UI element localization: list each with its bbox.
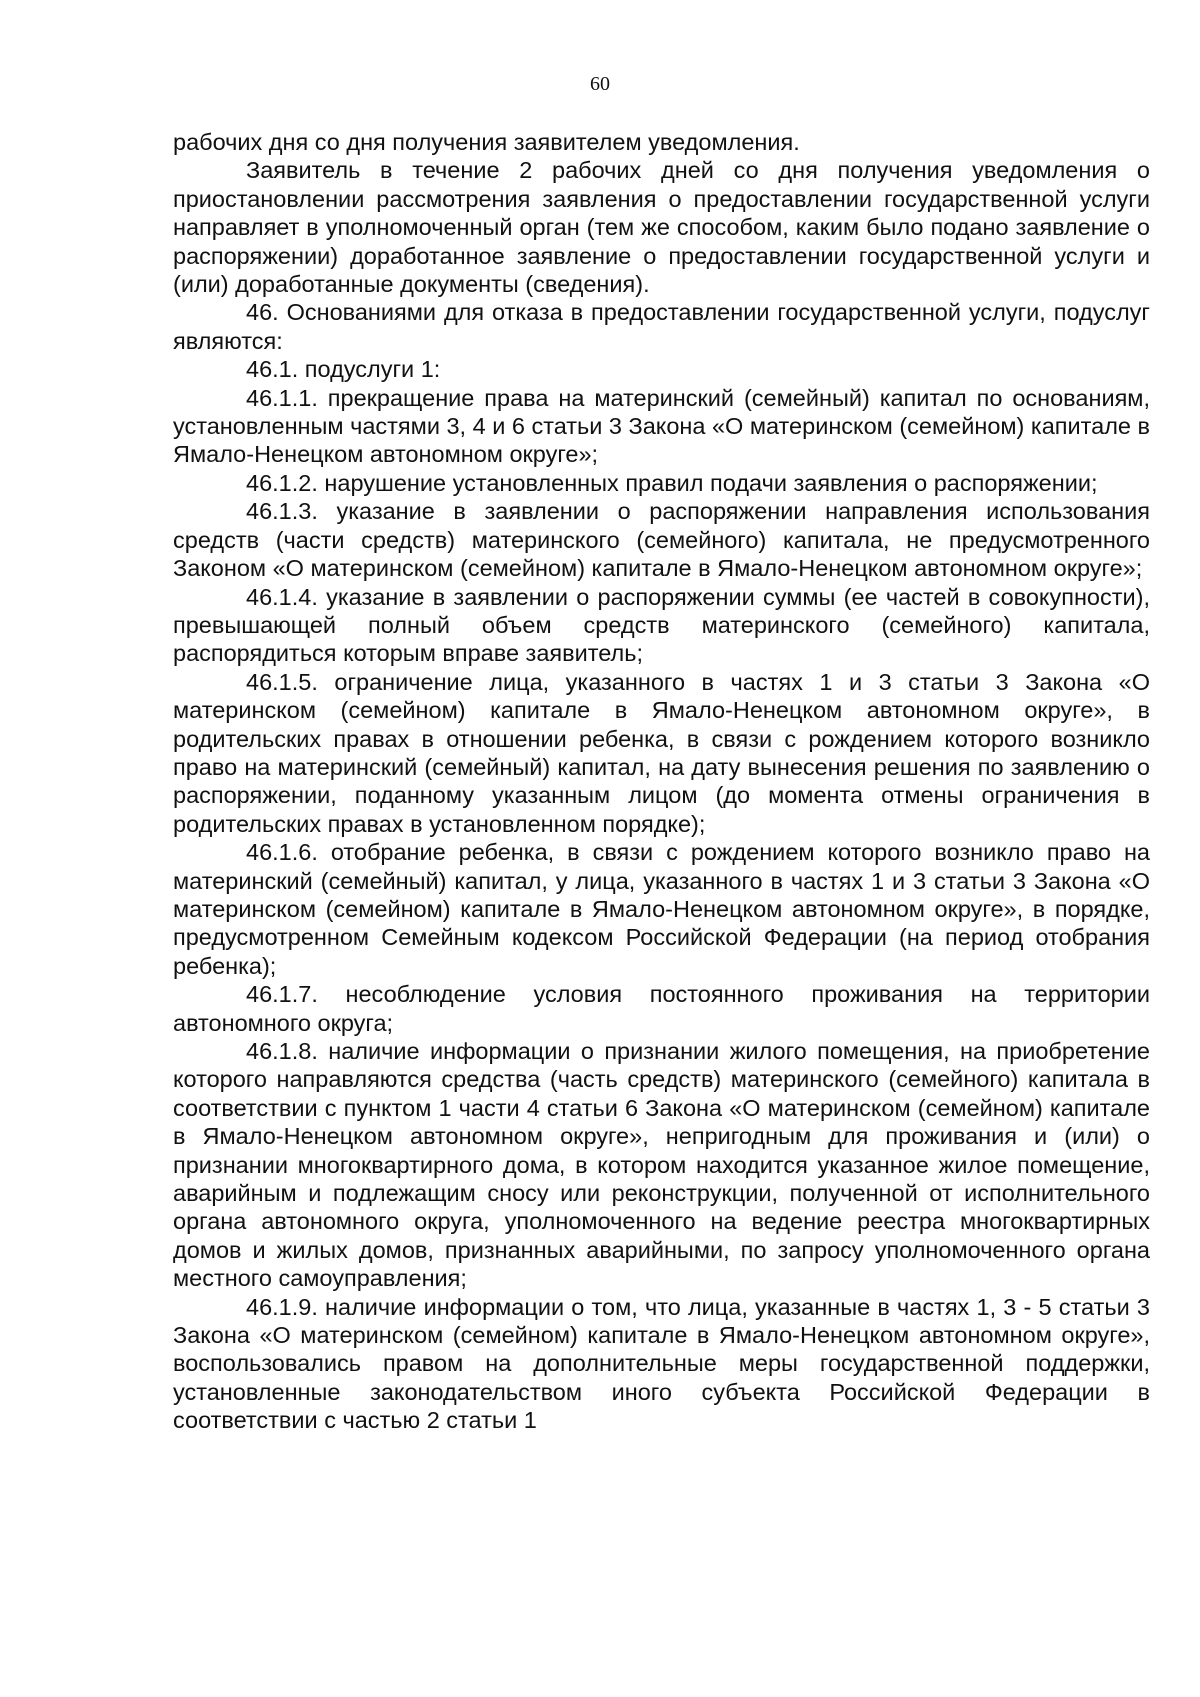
- paragraph-46-1-3: 46.1.3. указание в заявлении о распоряжении направления использования средств (части средств) материнского (семейного) капитала, не предусмотренного Законом «О материнском (семейном) капитале в Ямало-Ненецком автономном округе»;: [173, 498, 1150, 582]
- paragraph-resubmission: Заявитель в течение 2 рабочих дней со дня получения уведомления о приостановлении рассмотрения заявления о предоставлении государственной услуги направляет в уполномоченный орган (тем же способом, каким было подано заявление о распоряжении) доработанное заявление о предоставлении государственной услуги и (или) доработанные документы (сведения).: [173, 157, 1150, 298]
- paragraph-46-1-7: 46.1.7. несоблюдение условия постоянного проживания на территории автономного округа;: [173, 981, 1150, 1036]
- paragraph-46-1: 46.1. подуслуги 1:: [246, 356, 441, 383]
- paragraph-46-1-4: 46.1.4. указание в заявлении о распоряжении суммы (ее частей в совокупности), превышающей полный объем средств материнского (семейного) капитала, распорядиться которым вправе заявитель;: [173, 583, 1150, 667]
- page-number: 60: [590, 73, 610, 95]
- paragraph-46-1-9: 46.1.9. наличие информации о том, что лица, указанные в частях 1, 3 - 5 статьи 3 Закона «О материнском (семейном) капитале в Ямало-Ненецком автономном округе», воспользовались правом на дополнительные меры государственной поддержки, установленные законодательством иного субъекта Российской Федерации в соответствии с частью 2 статьи 1: [173, 1293, 1150, 1434]
- paragraph-46-1-1: 46.1.1. прекращение права на материнский (семейный) капитал по основаниям, установленным частями 3, 4 и 6 статьи 3 Закона «О материнском (семейном) капитале в Ямало-Ненецком автономном округе»;: [173, 384, 1150, 468]
- document-body: [173, 128, 1150, 1435]
- paragraph-46-1-6: 46.1.6. отобрание ребенка, в связи с рождением которого возникло право на материнский (семейный) капитал, у лица, указанного в частях 1 и 3 статьи 3 Закона «О материнском (семейном) капитале в Ямало-Ненецком автономном округе», в порядке, предусмотренном Семейным кодексом Российской Федерации (на период отобрания ребенка);: [173, 839, 1150, 979]
- paragraph-46: 46. Основаниями для отказа в предоставлении государственной услуги, подуслуг являются:: [173, 299, 1150, 354]
- paragraph-46-1-2: 46.1.2. нарушение установленных правил подачи заявления о распоряжении;: [246, 469, 1098, 496]
- paragraph-46-1-8: 46.1.8. наличие информации о признании жилого помещения, на приобретение которого направляются средства (часть средств) материнского (семейного) капитала в соответствии с пунктом 1 части 4 статьи 6 Закона «О материнском (семейном) капитале в Ямало-Ненецком автономном округе», непригодным для проживания и (или) о признании многоквартирного дома, в котором находится указанное жилое помещение, аварийным и подлежащим сносу или реконструкции, полученной от исполнительного органа автономного округа, уполномоченного на ведение реестра многоквартирных домов и жилых домов, признанных аварийными, по запросу уполномоченного органа местного самоуправления;: [173, 1038, 1150, 1292]
- paragraph-46-1-5: 46.1.5. ограничение лица, указанного в частях 1 и 3 статьи 3 Закона «О материнском (семейном) капитале в Ямало-Ненецком автономном округе», в родительских правах в отношении ребенка, в связи с рождением которого возникло право на материнский (семейный) капитал, на дату вынесения решения по заявлению о распоряжении, поданному указанным лицом (до момента отмены ограничения в родительских правах в установленном порядке);: [173, 668, 1150, 837]
- paragraph-continuation: рабочих дня со дня получения заявителем уведомления.: [173, 129, 800, 155]
